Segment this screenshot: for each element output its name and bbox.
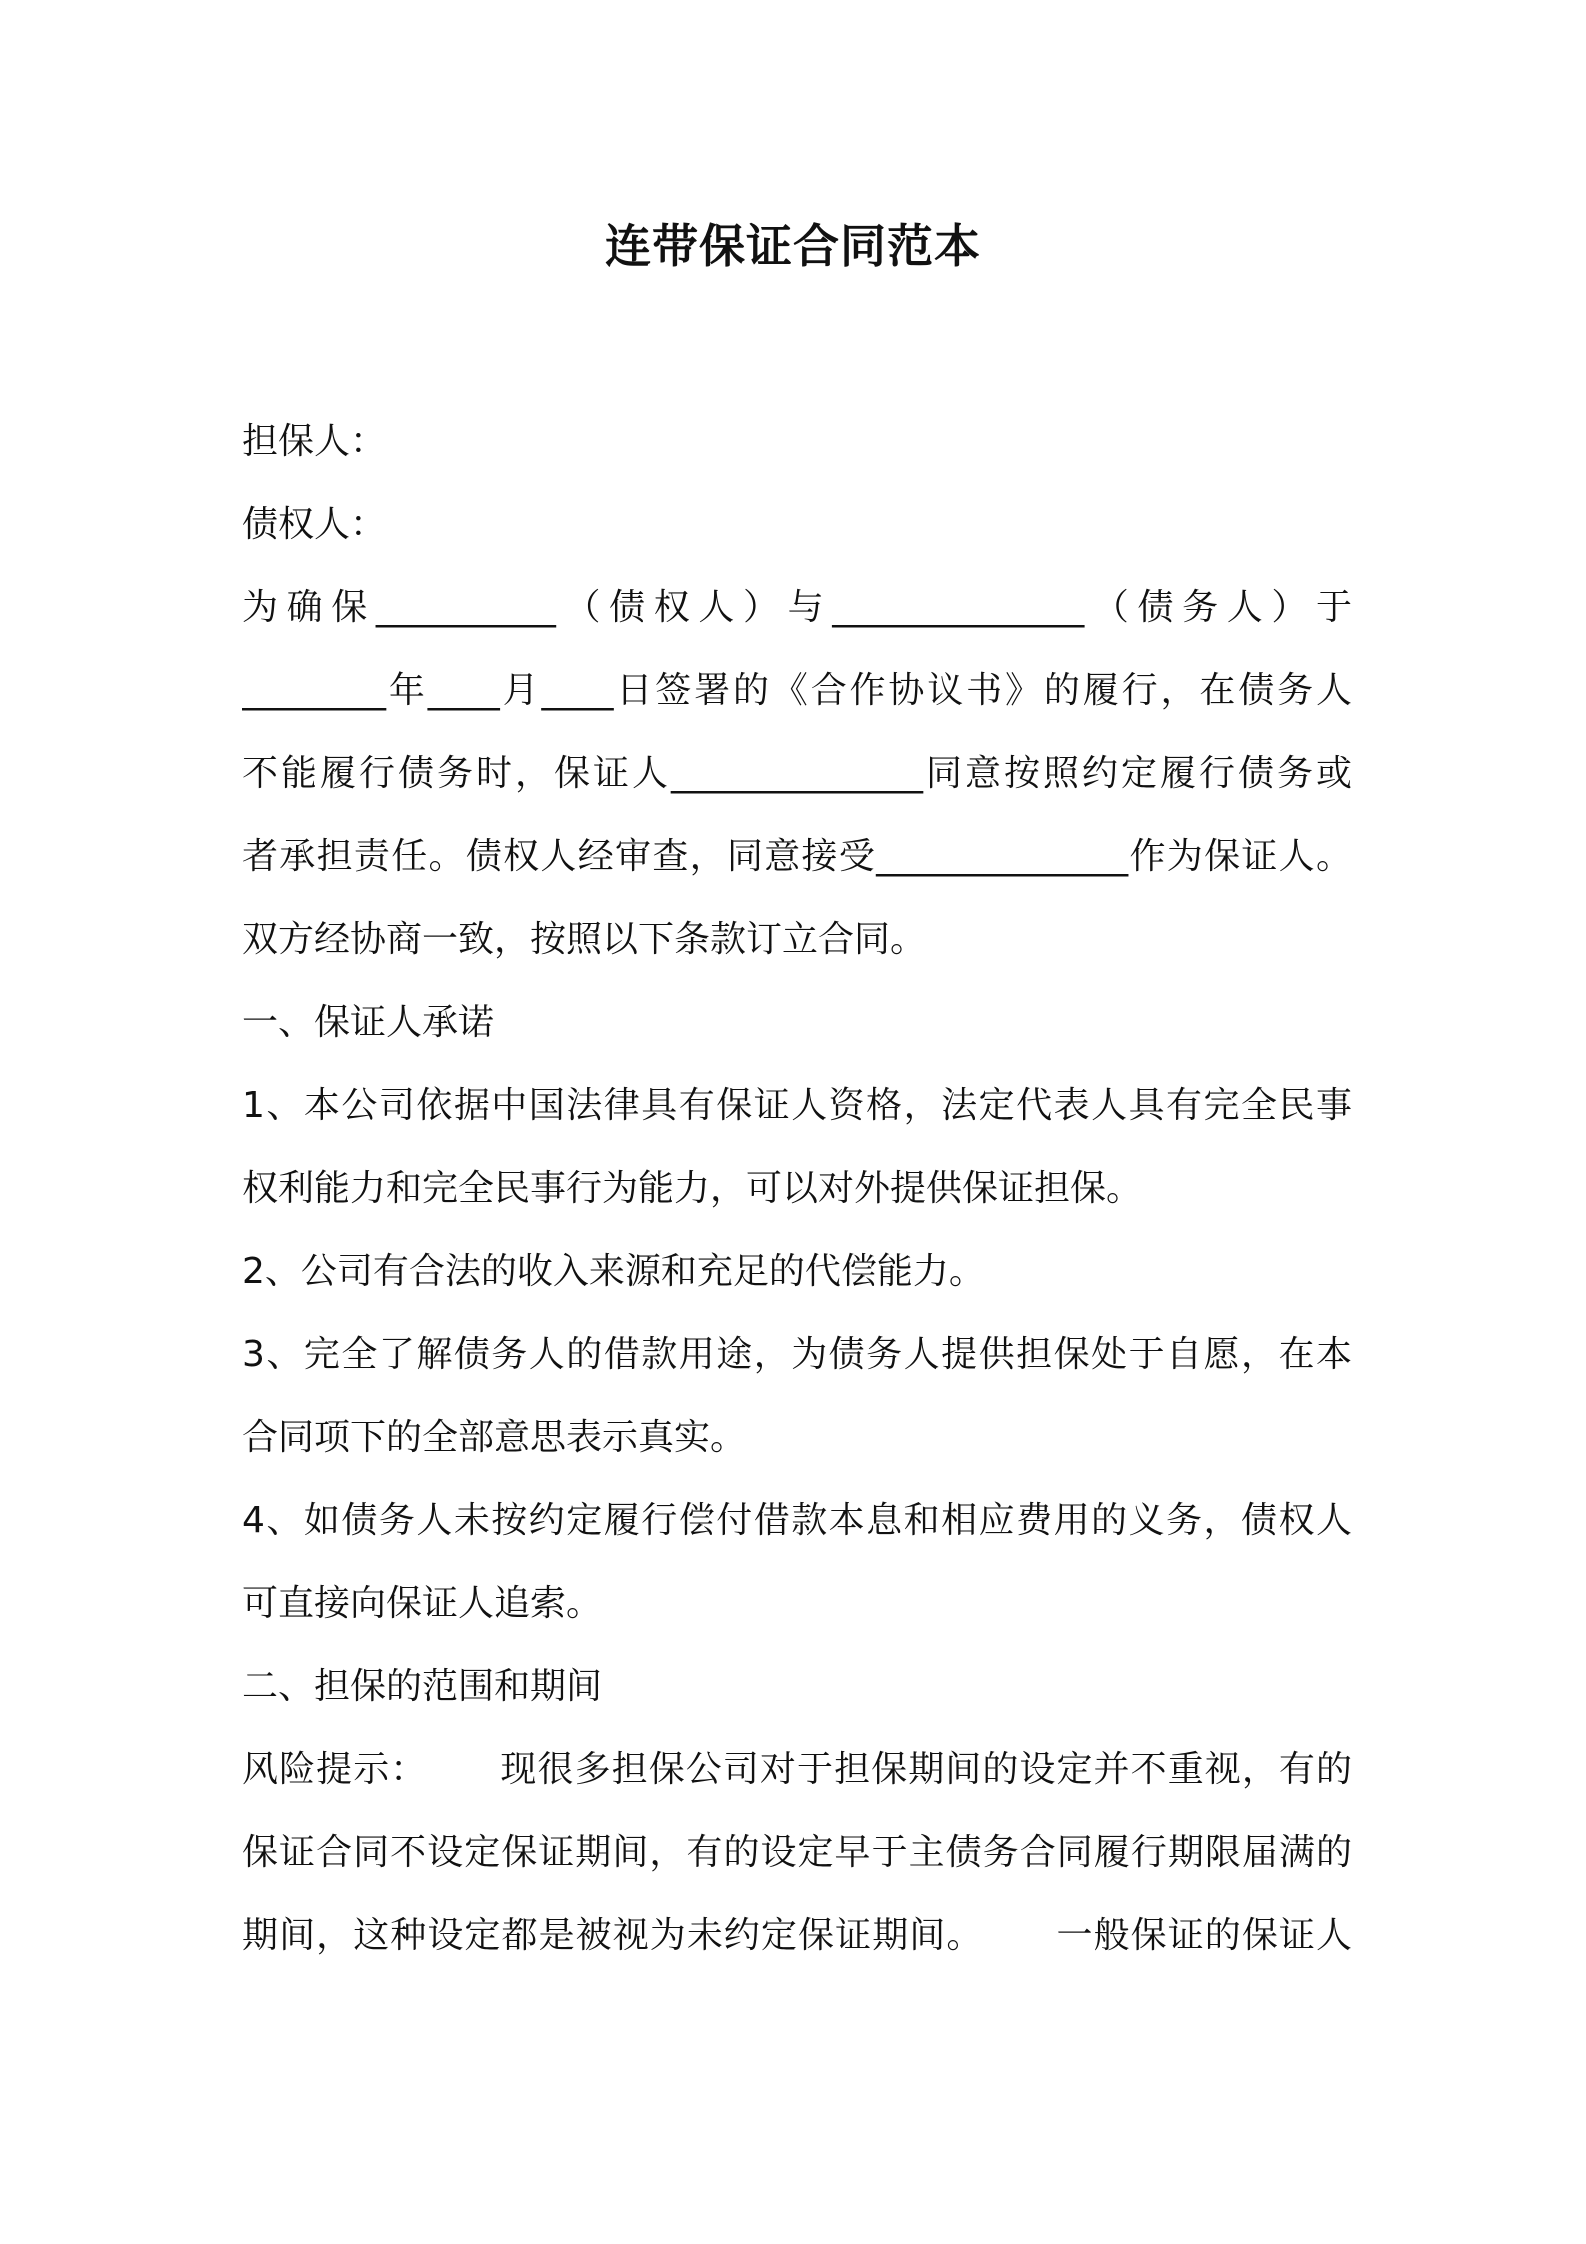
preamble-line: 为确保__________（债权人）与______________（债务人）于	[242, 587, 1352, 628]
risk-line-3-tail: 一般保证的保证人	[1055, 1915, 1352, 1956]
preamble-line: 者承担责任。债权人经审查，同意接受______________作为保证人。	[242, 836, 1352, 877]
risk-line	[242, 1728, 1352, 1811]
clause-2: 2、公司有合法的收入来源和充足的代偿能力。	[242, 1251, 985, 1292]
section-1-heading: 一、保证人承诺	[242, 1002, 495, 1043]
preamble-line: 双方经协商一致，按照以下条款订立合同。	[242, 919, 927, 960]
risk-line-3-text: 期间，这种设定都是被视为未约定保证期间。	[242, 1915, 984, 1956]
risk-line	[242, 1894, 1352, 1977]
clause-1-line: 1、本公司依据中国法律具有保证人资格，法定代表人具有完全民事	[242, 1085, 1352, 1126]
clause-4-line: 可直接向保证人追索。	[242, 1583, 603, 1624]
clause-3-line: 合同项下的全部意思表示真实。	[242, 1417, 747, 1458]
clause-1-line: 权利能力和完全民事行为能力，可以对外提供保证担保。	[242, 1168, 1143, 1209]
document-title: 连带保证合同范本	[605, 219, 981, 273]
document-body	[242, 400, 1352, 1977]
party-creditor: 债权人：	[242, 504, 387, 545]
clause-3-line: 3、完全了解债务人的借款用途，为债务人提供担保处于自愿，在本	[242, 1334, 1352, 1375]
preamble-line: 不能履行债务时，保证人______________同意按照约定履行债务或	[242, 753, 1352, 794]
preamble-line: ________年____月____日签署的《合作协议书》的履行，在债务人	[242, 670, 1352, 711]
risk-label: 风险提示：	[242, 1749, 428, 1790]
risk-line-1-text: 现很多担保公司对于担保期间的设定并不重视，有的	[499, 1749, 1352, 1790]
clause-4-line: 4、如债务人未按约定履行偿付借款本息和相应费用的义务，债权人	[242, 1500, 1352, 1541]
party-guarantor: 担保人：	[242, 421, 387, 462]
risk-line: 保证合同不设定保证期间，有的设定早于主债务合同履行期限届满的	[242, 1832, 1352, 1873]
section-2-heading: 二、担保的范围和期间	[242, 1666, 603, 1707]
